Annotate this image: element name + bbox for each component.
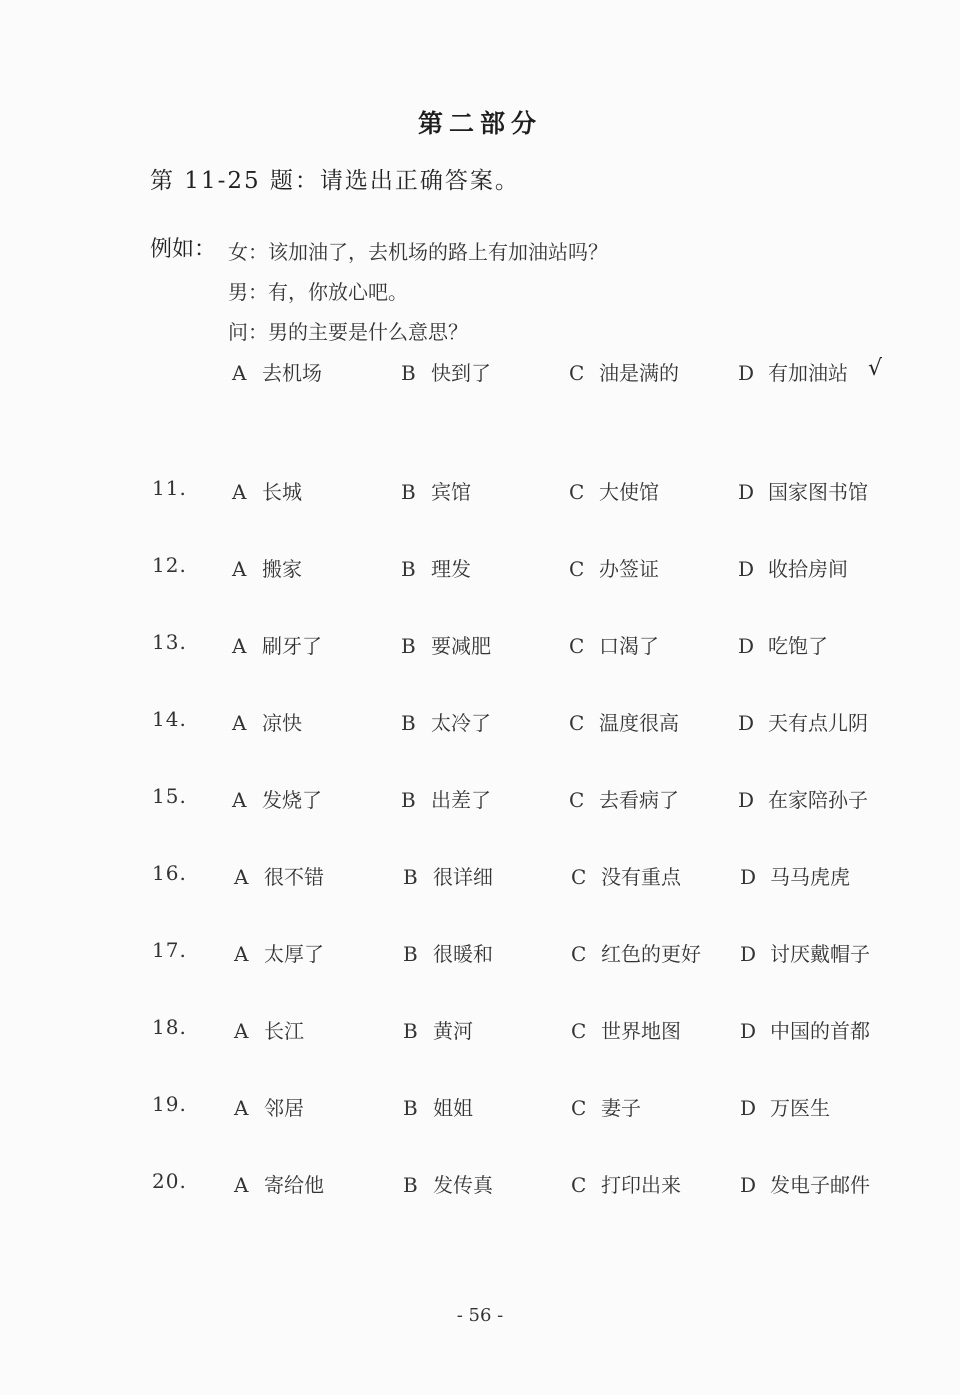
example-option-c xyxy=(569,357,679,386)
option-letter: C xyxy=(571,1173,587,1197)
option-letter: D xyxy=(740,865,757,889)
option-letter: D xyxy=(740,1096,757,1120)
option-letter: C xyxy=(569,634,585,658)
option-letter: A xyxy=(234,1019,249,1043)
option-letter: C xyxy=(569,557,585,581)
option-text: 收拾房间 xyxy=(768,557,848,581)
question-option-b xyxy=(401,784,491,813)
option-text: 发电子邮件 xyxy=(770,1173,870,1197)
option-text: 搬家 xyxy=(262,557,302,581)
question-option-b xyxy=(401,476,471,505)
question-option-b xyxy=(401,630,491,659)
question-option-c xyxy=(571,861,681,890)
question-option-c xyxy=(571,1169,681,1198)
option-letter: A xyxy=(232,634,247,658)
question-option-a xyxy=(232,553,302,582)
option-text: 去机场 xyxy=(262,361,322,385)
option-text: 有加油站 xyxy=(768,361,848,385)
option-text: 很暖和 xyxy=(433,942,493,966)
option-text: 宾馆 xyxy=(431,480,471,504)
option-text: 邻居 xyxy=(264,1096,304,1120)
option-letter: A xyxy=(232,361,247,385)
option-text: 长江 xyxy=(264,1019,304,1043)
question-option-c xyxy=(569,707,679,736)
option-letter: B xyxy=(401,557,416,581)
question-option-b xyxy=(403,1015,473,1044)
option-letter: B xyxy=(403,1019,418,1043)
option-letter: A xyxy=(234,1173,249,1197)
option-letter: A xyxy=(232,557,247,581)
question-option-d xyxy=(740,1092,830,1121)
option-letter: A xyxy=(234,865,249,889)
option-text: 中国的首都 xyxy=(770,1019,870,1043)
option-letter: C xyxy=(569,711,585,735)
question-option-a xyxy=(234,938,324,967)
instruction: 第 11-25 题：请选出正确答案。 xyxy=(150,168,520,194)
option-letter: C xyxy=(569,361,585,385)
option-text: 太冷了 xyxy=(431,711,491,735)
question-option-a xyxy=(232,476,302,505)
question-option-b xyxy=(401,553,471,582)
example-option-b xyxy=(401,357,491,386)
question-option-a xyxy=(232,630,322,659)
option-text: 太厚了 xyxy=(264,942,324,966)
question-number: 11. xyxy=(152,476,187,500)
option-text: 去看病了 xyxy=(599,788,679,812)
question-option-c xyxy=(569,476,659,505)
option-text: 红色的更好 xyxy=(601,942,701,966)
question-option-c xyxy=(571,1092,641,1121)
option-text: 世界地图 xyxy=(601,1019,681,1043)
option-letter: D xyxy=(738,361,755,385)
option-text: 马马虎虎 xyxy=(770,865,850,889)
option-letter: B xyxy=(403,942,418,966)
question-option-d xyxy=(738,630,828,659)
option-text: 很详细 xyxy=(433,865,493,889)
option-text: 打印出来 xyxy=(601,1173,681,1197)
option-letter: C xyxy=(571,942,587,966)
example-line-woman: 女：该加油了，去机场的路上有加油站吗？ xyxy=(228,240,608,264)
question-option-d xyxy=(740,1169,870,1198)
option-text: 理发 xyxy=(431,557,471,581)
option-text: 寄给他 xyxy=(264,1173,324,1197)
option-text: 妻子 xyxy=(601,1096,641,1120)
question-option-a xyxy=(232,707,302,736)
question-option-c xyxy=(571,1015,681,1044)
option-letter: A xyxy=(234,1096,249,1120)
example-label: 例如： xyxy=(150,237,217,262)
option-letter: A xyxy=(232,480,247,504)
option-text: 口渴了 xyxy=(599,634,659,658)
option-letter: B xyxy=(401,634,416,658)
option-text: 发烧了 xyxy=(262,788,322,812)
question-number: 14. xyxy=(152,707,187,731)
option-text: 凉快 xyxy=(262,711,302,735)
option-letter: D xyxy=(740,942,757,966)
option-text: 要减肥 xyxy=(431,634,491,658)
question-option-c xyxy=(569,784,679,813)
question-option-d xyxy=(740,861,850,890)
option-letter: B xyxy=(403,1096,418,1120)
question-option-d xyxy=(738,553,848,582)
question-number: 16. xyxy=(152,861,187,885)
option-letter: D xyxy=(740,1173,757,1197)
option-text: 很不错 xyxy=(264,865,324,889)
option-text: 讨厌戴帽子 xyxy=(770,942,870,966)
option-letter: D xyxy=(740,1019,757,1043)
question-number: 15. xyxy=(152,784,187,808)
option-text: 国家图书馆 xyxy=(768,480,868,504)
question-number: 17. xyxy=(152,938,187,962)
option-text: 没有重点 xyxy=(601,865,681,889)
question-number: 18. xyxy=(152,1015,187,1039)
page-number: - 56 - xyxy=(456,1305,504,1326)
option-text: 天有点儿阴 xyxy=(768,711,868,735)
option-letter: B xyxy=(401,361,416,385)
question-number: 12. xyxy=(152,553,187,577)
option-letter: C xyxy=(569,788,585,812)
question-number: 13. xyxy=(152,630,187,654)
question-option-a xyxy=(232,784,322,813)
question-option-d xyxy=(738,784,868,813)
option-text: 办签证 xyxy=(599,557,659,581)
option-text: 快到了 xyxy=(431,361,491,385)
question-option-b xyxy=(403,861,493,890)
question-option-d xyxy=(740,938,870,967)
question-number: 20. xyxy=(152,1169,187,1193)
question-option-a xyxy=(234,1015,304,1044)
option-text: 大使馆 xyxy=(599,480,659,504)
question-option-a xyxy=(234,1092,304,1121)
option-text: 出差了 xyxy=(431,788,491,812)
option-text: 姐姐 xyxy=(433,1096,473,1120)
question-option-d xyxy=(738,707,868,736)
question-option-a xyxy=(234,1169,324,1198)
option-letter: D xyxy=(738,634,755,658)
example-option-d xyxy=(738,357,848,386)
option-text: 发传真 xyxy=(433,1173,493,1197)
option-letter: C xyxy=(569,480,585,504)
option-text: 在家陪孙子 xyxy=(768,788,868,812)
option-letter: C xyxy=(571,1096,587,1120)
option-letter: B xyxy=(401,788,416,812)
question-option-c xyxy=(569,630,659,659)
example-line-man: 男：有，你放心吧。 xyxy=(228,280,408,304)
question-number: 19. xyxy=(152,1092,187,1116)
option-text: 万医生 xyxy=(770,1096,830,1120)
option-text: 刷牙了 xyxy=(262,634,322,658)
option-letter: C xyxy=(571,1019,587,1043)
question-option-c xyxy=(569,553,659,582)
section-title: 第二部分 xyxy=(417,109,542,138)
option-text: 长城 xyxy=(262,480,302,504)
option-letter: A xyxy=(234,942,249,966)
option-letter: C xyxy=(571,865,587,889)
option-letter: B xyxy=(401,480,416,504)
option-letter: B xyxy=(403,865,418,889)
option-letter: A xyxy=(232,711,247,735)
example-option-a xyxy=(232,357,322,386)
question-option-d xyxy=(738,476,868,505)
option-text: 吃饱了 xyxy=(768,634,828,658)
option-letter: A xyxy=(232,788,247,812)
check-mark: √ xyxy=(868,356,883,381)
question-option-b xyxy=(403,1169,493,1198)
question-option-c xyxy=(571,938,701,967)
example-line-question: 问：男的主要是什么意思？ xyxy=(228,320,468,344)
option-letter: D xyxy=(738,480,755,504)
question-option-b xyxy=(403,938,493,967)
option-letter: D xyxy=(738,557,755,581)
question-option-b xyxy=(401,707,491,736)
option-letter: D xyxy=(738,788,755,812)
option-letter: B xyxy=(401,711,416,735)
option-text: 油是满的 xyxy=(599,361,679,385)
option-text: 温度很高 xyxy=(599,711,679,735)
option-letter: B xyxy=(403,1173,418,1197)
question-option-b xyxy=(403,1092,473,1121)
option-letter: D xyxy=(738,711,755,735)
question-option-a xyxy=(234,861,324,890)
option-text: 黄河 xyxy=(433,1019,473,1043)
question-option-d xyxy=(740,1015,870,1044)
